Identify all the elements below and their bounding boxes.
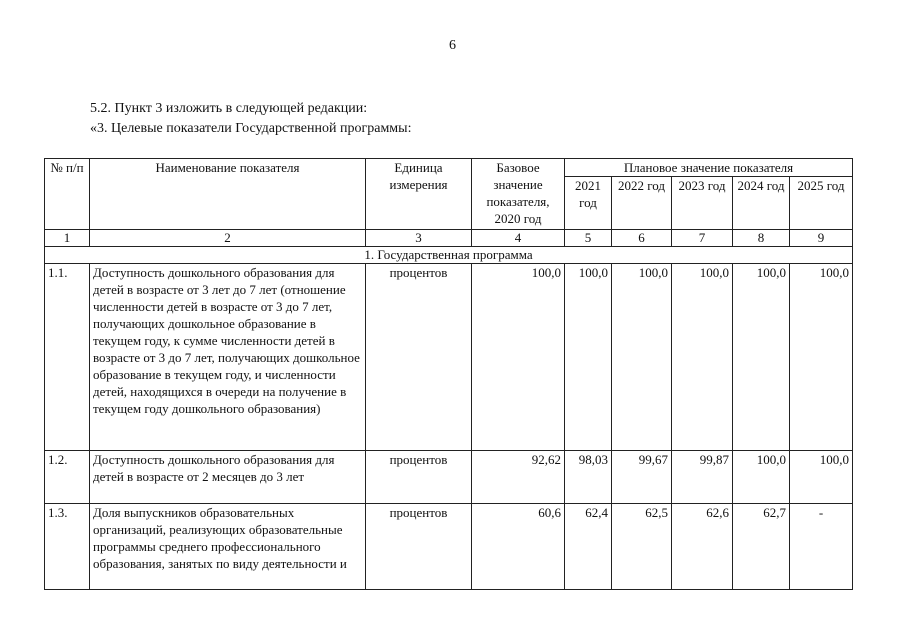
header-year-2023: 2023 год (672, 177, 733, 230)
header-planned: Плановое значение показателя (565, 159, 853, 177)
intro-line-1: 5.2. Пункт 3 изложить в следующей редакции: (90, 101, 368, 116)
column-number: 4 (472, 230, 565, 247)
intro-line-2: «3. Целевые показатели Государственной программы: (90, 121, 412, 136)
row-value-2025: 100,0 (790, 451, 853, 504)
row-value-2023: 99,87 (672, 451, 733, 504)
table-row (45, 264, 853, 451)
row-unit: процентов (366, 451, 472, 504)
column-number: 8 (733, 230, 790, 247)
column-number: 9 (790, 230, 853, 247)
row-value-2025: 100,0 (790, 264, 853, 451)
column-number: 5 (565, 230, 612, 247)
header-year-2021: 2021 год (565, 177, 612, 230)
row-name: Доступность дошкольного образования для детей в возрасте от 3 лет до 7 лет (отношение численности детей в возрасте от 3 до 7 лет, получающих дошкольное образование в текущем году, к сумме численности детей в возрасте от 3 до 7 лет, получающих дошкольное образование в текущем году, и численности детей, находящихся в очереди на получение в текущем году дошкольного образования) (90, 264, 366, 451)
row-value-2024: 100,0 (733, 451, 790, 504)
column-number: 1 (45, 230, 90, 247)
row-value-2022: 99,67 (612, 451, 672, 504)
column-number: 6 (612, 230, 672, 247)
row-unit: процентов (366, 504, 472, 590)
row-value-2022: 100,0 (612, 264, 672, 451)
table-row (45, 504, 853, 590)
column-number: 2 (90, 230, 366, 247)
header-num: № п/п (45, 159, 90, 230)
column-number: 3 (366, 230, 472, 247)
row-value-2024: 62,7 (733, 504, 790, 590)
table-row (45, 451, 853, 504)
header-name: Наименование показателя (90, 159, 366, 230)
row-name: Доступность дошкольного образования для детей в возрасте от 2 месяцев до 3 лет (90, 451, 366, 504)
page-number: 6 (449, 38, 456, 53)
header-year-2025: 2025 год (790, 177, 853, 230)
section-row (45, 247, 853, 264)
row-value-2021: 100,0 (565, 264, 612, 451)
column-number: 7 (672, 230, 733, 247)
row-value-2021: 62,4 (565, 504, 612, 590)
targets-table (44, 158, 853, 590)
row-value-2023: 100,0 (672, 264, 733, 451)
row-num: 1.3. (45, 504, 90, 590)
row-value-2022: 62,5 (612, 504, 672, 590)
header-row-1 (45, 159, 853, 177)
row-value-2021: 98,03 (565, 451, 612, 504)
row-base: 92,62 (472, 451, 565, 504)
header-year-2022: 2022 год (612, 177, 672, 230)
row-unit: процентов (366, 264, 472, 451)
row-base: 60,6 (472, 504, 565, 590)
row-num: 1.1. (45, 264, 90, 451)
row-value-2023: 62,6 (672, 504, 733, 590)
header-unit: Единица измерения (366, 159, 472, 230)
section-title: 1. Государственная программа (45, 247, 853, 264)
row-num: 1.2. (45, 451, 90, 504)
header-year-2024: 2024 год (733, 177, 790, 230)
column-number-row (45, 230, 853, 247)
row-value-2025: - (790, 504, 853, 590)
row-base: 100,0 (472, 264, 565, 451)
header-base: Базовое значение показателя, 2020 год (472, 159, 565, 230)
row-value-2024: 100,0 (733, 264, 790, 451)
row-name: Доля выпускников образовательных организаций, реализующих образовательные программы среднего профессионального образования, занятых по виду деятельности и (90, 504, 366, 590)
